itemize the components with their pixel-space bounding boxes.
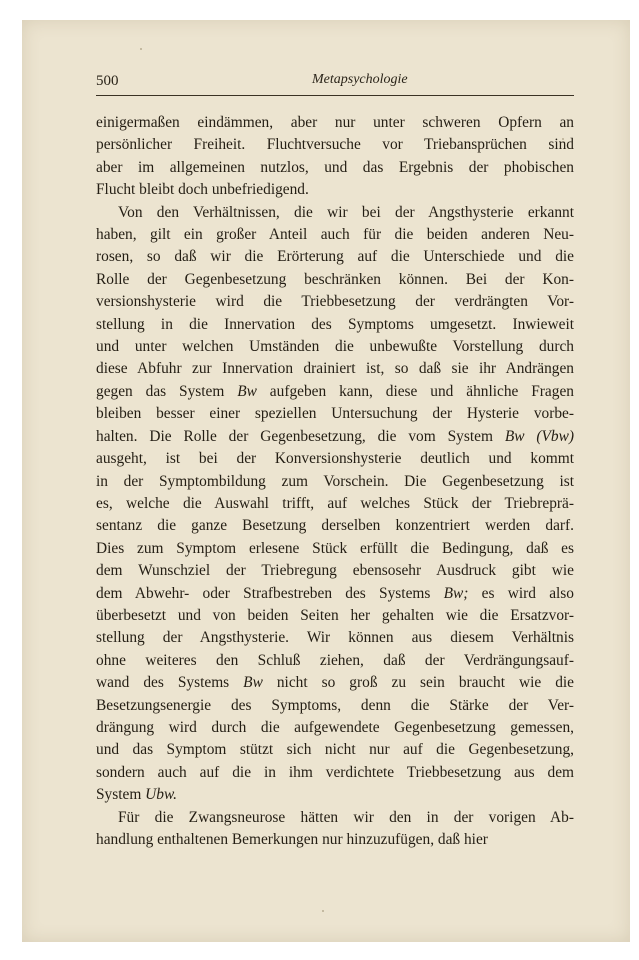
text-line: ausgeht, ist bei der Konversionshysterie deutlich und kommt [96,450,574,468]
paper-speck [322,910,324,912]
text-line: es, welche die Auswahl trifft, auf welches Stück der Triebreprä- [96,494,574,512]
text-line: System Ubw. [96,786,177,804]
text-line: drängung wird durch die aufgewendete Gegenbesetzung gemessen, [96,718,574,736]
text-line: Flucht bleibt doch unbefriedigend. [96,181,309,199]
text-line: bleiben besser einer speziellen Untersuchung der Hysterie vorbe- [96,405,574,423]
text-line: und das Symptom stützt sich nicht nur auf die Gegenbesetzung, [96,741,574,759]
text-line: wand des Systems Bw nicht so groß zu sein braucht wie die [96,674,574,692]
running-head: Metapsychologie [312,72,408,87]
text-line: Von den Verhältnissen, die wir bei der Angsthysterie erkannt [118,203,574,221]
text-line: stellung in die Innervation des Symptoms umgesetzt. Inwieweit [96,315,574,333]
text-line: Rolle der Gegenbesetzung beschränken können. Bei der Kon- [96,270,574,288]
text-line: persönlicher Freiheit. Fluchtversuche vor Triebansprüchen sind [96,136,574,154]
text-line: sentanz die ganze Besetzung derselben konzentriert werden darf. [96,517,574,535]
text-line: stellung der Angsthysterie. Wir können aus diesem Verhältnis [96,629,574,647]
text-line: aber im allgemeinen nutzlos, und das Ergebnis der phobischen [96,158,574,176]
text-line: Dies zum Symptom erlesene Stück erfüllt die Bedingung, daß es [96,539,574,557]
page-number: 500 [96,73,119,89]
text-line: überbesetzt und von beiden Seiten her gehalten wie die Ersatzvor- [96,606,574,624]
text-line: rosen, so daß wir die Erörterung auf die Unterschiede und die [96,248,574,266]
paragraph [96,202,574,807]
text-line: sondern auch auf die in ihm verdichtete Triebbesetzung aus dem [96,763,574,781]
header-rule [96,95,574,96]
text-line: in der Symptombildung zum Vorschein. Die Gegenbesetzung ist [96,472,574,490]
paragraph [96,112,574,202]
text-line: gegen das System Bw aufgeben kann, diese und ähnliche Fragen [96,382,574,400]
paper-speck [140,48,142,50]
text-line: Für die Zwangsneurose hätten wir den in der vorigen Ab- [118,808,574,826]
body-text [96,112,574,851]
text-line: diese Abfuhr zur Innervation drainiert ist, so daß sie ihr Andrängen [96,360,574,378]
text-line: haben, gilt ein großer Anteil auch für die beiden anderen Neu- [96,226,574,244]
text-line: halten. Die Rolle der Gegenbesetzung, die vom System Bw (Vbw) [96,427,574,445]
text-line: dem Wunschziel der Triebregung ebensosehr Ausdruck gibt wie [96,562,574,580]
text-line: ohne weiteres den Schluß ziehen, daß der Verdrängungsauf- [96,651,574,669]
text-line: versionshysterie wird die Triebbesetzung der verdrängten Vor- [96,293,574,311]
text-line: Besetzungsenergie des Symptoms, denn die Stärke der Ver- [96,696,574,714]
paragraph [96,807,574,852]
text-line: einigermaßen eindämmen, aber nur unter schweren Opfern an [96,114,574,131]
text-line: und unter welchen Umständen die unbewußte Vorstellung durch [96,338,574,356]
text-line: dem Abwehr- oder Strafbestreben des Systems Bw; es wird also [96,584,574,602]
page-header [96,62,574,96]
text-line: handlung enthaltenen Bemerkungen nur hinzuzufügen, daß hier [96,831,488,848]
